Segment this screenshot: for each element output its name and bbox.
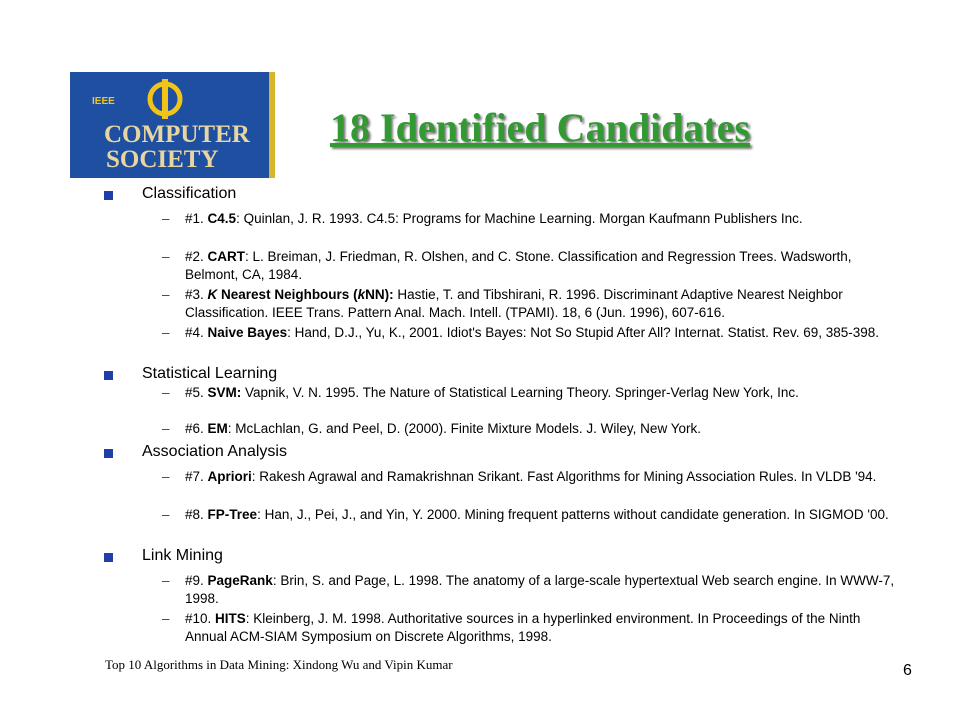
reference-text: : Quinlan, J. R. 1993. C4.5: Programs for Machine Learning. Morgan Kaufmann Publishers Inc.	[236, 211, 803, 226]
section-link-mining	[104, 546, 904, 644]
algorithm-name: CART	[207, 249, 246, 264]
dash-marker: –	[162, 385, 170, 400]
algorithm-name: EM	[207, 421, 228, 436]
reference-text: : Hand, D.J., Yu, K., 2001. Idiot's Bayes: Not So Stupid After All? Internat. Statist. Rev. 69, 385-398.	[287, 325, 880, 340]
reference-item	[162, 384, 905, 402]
item-number: #2.	[185, 249, 208, 264]
slide-footer: Top 10 Algorithms in Data Mining: Xindong Wu and Vipin Kumar	[105, 657, 453, 672]
section-label: Association Analysis	[142, 443, 287, 460]
section-label: Classification	[142, 185, 237, 202]
dash-marker: –	[162, 469, 170, 484]
item-number: #6.	[185, 421, 208, 436]
reference-item	[162, 506, 905, 524]
item-number: #5.	[185, 385, 208, 400]
bullet-marker	[104, 191, 113, 200]
reference-item	[162, 324, 905, 342]
ieee-computer-society-logo	[70, 72, 275, 178]
section-association-analysis	[104, 442, 904, 522]
item-number: #10.	[185, 611, 216, 626]
reference-text: : L. Breiman, J. Friedman, R. Olshen, and C. Stone. Classification and Regression Trees. Wadsworth, Belmont, CA, 1984.	[185, 249, 852, 282]
svg-text:IEEE: IEEE	[92, 96, 115, 107]
section-label: Statistical Learning	[142, 365, 278, 382]
algorithm-name: K Nearest Neighbours (kNN):	[207, 287, 394, 302]
algorithm-name: FP-Tree	[207, 507, 258, 522]
dash-marker: –	[162, 573, 170, 588]
item-number: #1.	[185, 211, 208, 226]
dash-marker: –	[162, 325, 170, 340]
slide-title: 18 Identified Candidates	[330, 105, 751, 150]
item-number: #8.	[185, 507, 208, 522]
bullet-marker	[104, 371, 113, 380]
reference-item	[162, 286, 905, 322]
dash-marker: –	[162, 421, 170, 436]
reference-text: : Rakesh Agrawal and Ramakrishnan Srikant. Fast Algorithms for Mining Association Rules. In VLDB '94.	[251, 469, 877, 484]
page-number: 6	[903, 662, 912, 679]
algorithm-name: SVM:	[207, 385, 242, 400]
item-number: #4.	[185, 325, 208, 340]
algorithm-name: HITS	[215, 611, 246, 626]
reference-item	[162, 468, 905, 486]
algorithm-name: PageRank	[207, 573, 273, 588]
section-statistical-learning	[104, 364, 904, 436]
reference-item	[162, 610, 905, 646]
dash-marker: –	[162, 287, 170, 302]
item-number: #7.	[185, 469, 208, 484]
reference-item	[162, 248, 905, 284]
reference-text: : Brin, S. and Page, L. 1998. The anatomy of a large-scale hypertextual Web search engine. In WWW-7, 1998.	[185, 573, 895, 606]
reference-text: : McLachlan, G. and Peel, D. (2000). Finite Mixture Models. J. Wiley, New York.	[227, 421, 701, 436]
reference-text: : Han, J., Pei, J., and Yin, Y. 2000. Mining frequent patterns without candidate generation. In SIGMOD '00.	[257, 507, 889, 522]
reference-item	[162, 210, 905, 228]
bullet-marker	[104, 553, 113, 562]
item-number: #9.	[185, 573, 208, 588]
item-number: #3.	[185, 287, 208, 302]
dash-marker: –	[162, 611, 170, 626]
reference-item	[162, 572, 905, 608]
section-classification	[104, 184, 904, 340]
algorithm-name: C4.5	[207, 211, 237, 226]
dash-marker: –	[162, 211, 170, 226]
reference-text: Vapnik, V. N. 1995. The Nature of Statistical Learning Theory. Springer-Verlag New York, Inc.	[241, 385, 799, 400]
reference-text: Hastie, T. and Tibshirani, R. 1996. Discriminant Adaptive Nearest Neighbor Classification. IEEE Trans. Pattern Anal. Mach. Intell. (TPAMI). 18, 6 (Jun. 1996), 607-616.	[185, 287, 843, 320]
bullet-marker	[104, 449, 113, 458]
dash-marker: –	[162, 507, 170, 522]
svg-text:SOCIETY: SOCIETY	[106, 146, 219, 173]
algorithm-name: Naive Bayes	[207, 325, 288, 340]
section-label: Link Mining	[142, 547, 223, 564]
reference-item	[162, 420, 905, 438]
reference-text: : Kleinberg, J. M. 1998. Authoritative sources in a hyperlinked environment. In Proceedings of the Ninth Annual ACM-SIAM Symposium on Discrete Algorithms, 1998.	[185, 611, 861, 644]
dash-marker: –	[162, 249, 170, 264]
algorithm-name: Apriori	[207, 469, 252, 484]
svg-text:COMPUTER: COMPUTER	[104, 121, 250, 148]
